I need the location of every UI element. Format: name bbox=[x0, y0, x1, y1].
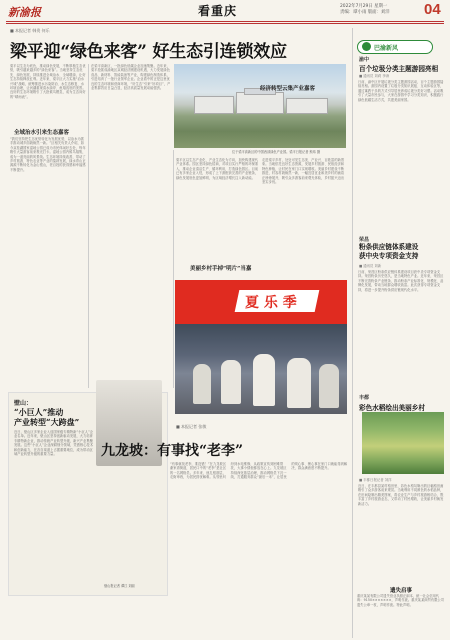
lead-subhead-3: 美丽乡村手掉“明片”当嘉 bbox=[190, 266, 252, 272]
notice-box bbox=[357, 586, 445, 636]
promo-banner-text: 夏 乐 季 bbox=[245, 295, 297, 311]
lead-col1-text: 梁平以生态为底色，推动绿色发展，不断厚植生态优势，吸引越来越多的“绿色来客”。当地坚持生态优先、绿色发展，持续推进全域治水、全域增绿，让好生态持续释放红利。近年来，梁平区大力实施“治水兴城”战略，统筹推进水污染防治、水生态修复、水环境治理，让河湖重现清水绿岸、鱼翔浅底的美景。良好的生态环境吸引了大批候鸟栖息，成为生态向好的“晴雨表”。 bbox=[10, 64, 86, 99]
section-title: 看重庆 bbox=[198, 4, 238, 18]
right-text-3: 近日，在丰都县某村稻田里，彩色水稻勾勒出的巨幅稻田画吸引了众多游客前来观赏。当地利用不同颜色的水稻品种，在田间绘制出精美图案，将农业生产与乡村旅游相结合，既丰富了乡村旅游业态，又带动了村民增收，让美丽乡村焕发新活力。 bbox=[358, 484, 444, 506]
sidebar-credit: 璧山报记者 谭江 刘丽 bbox=[104, 584, 135, 588]
lead-byline: ■ 本报记者 韩贵 何乐 bbox=[10, 28, 50, 33]
column-divider bbox=[88, 64, 89, 388]
notice-title: 遗失启事 bbox=[389, 588, 412, 594]
sidebar-label: 壁山： bbox=[14, 400, 33, 407]
promo-banner bbox=[175, 280, 347, 324]
rice-field-photo bbox=[362, 412, 444, 474]
story2-text: “有事就找老李，准没错！”在九龙坡区谢家湾街道，居民口中的“老李”是社区的一名网格员。多年来，他扎根基层，走街串巷，为居民排忧解难。从邻里纠纷到水电维修，从政策宣传到困难帮扶，大事小情他都放在心上。九龙坡区持续深化基层治理，推动网格员下沉一线，打通服务群众“最后一米”，让居民的烦心事、揪心事在家门口就能得到解决，群众满意度不断提升。 bbox=[170, 462, 348, 480]
lead-subhead-2: 经济转型云集产业嘉客 bbox=[260, 86, 316, 92]
lead-col2-text: 在梁平高新区，一批绿色低碳企业加速集聚。近年来，梁平抢抓成渝地区双城经济圈建设机遇，大力发展绿色食品、新材料、智能装备等产业，构建绿色制造体系，引进培育了一批行业领军企业。企业看中的正是这里优良的生态环境和营商环境，“好生态”引来“好项目”，产业集群效应日益凸显，经济高质量发展动能强劲。 bbox=[91, 64, 171, 91]
feature-tag: 巴渝新风 bbox=[357, 40, 433, 54]
newspaper-logo: 新渝报 bbox=[8, 6, 41, 19]
sidebar-headline: “小巨人”推动 产业转型“大跨盘” bbox=[14, 407, 80, 427]
region-yuzhong: 渝中 bbox=[359, 57, 370, 63]
header-rule-thin bbox=[6, 23, 444, 24]
photo-caption: 位于梁平高新区的中国西部绿色产业园。梁平日报记者 熊玮 摄 bbox=[232, 150, 321, 154]
sidebar-text: 近日，壁山区多家企业入选国家级专精特新“小巨人”企业名单。近年来，壁山区坚持创新驱动发展，大力培育专精特新企业，推动传统产业转型升级，新兴产业集聚发展。这些“小巨人”企业深耕细分领域，凭借核心技术和创新能力，在各自赛道上占据重要地位，成为带动区域产业转型升级的重要力量。 bbox=[14, 430, 94, 457]
story2-headline: 九龙坡：有事找“老李” bbox=[101, 443, 244, 459]
right-headline-2: 粉条供应链体系建设 获中央专项资金支持 bbox=[359, 243, 419, 260]
lead-col1b-text: “我们坚持把生态优势转化为发展优势，以治水为抓手推动城乡面貌焕然一新。”区相关负责人介绍，如今双桂湖国家湿地公园已成为市民休闲好去处，每年吸引大量游客前来观光打卡。湿地公园内候鸟翔集，成为一道亮丽的风景线。生态环境持续改善，带动了乡村旅游、特色农业等产业的蓬勃发展，绿水青山正源源不断转化为金山银山，老百姓的获得感和幸福感不断提升。 bbox=[10, 137, 86, 172]
column-divider bbox=[352, 28, 353, 638]
factory-workers-photo bbox=[175, 324, 347, 414]
issue-date: 2022年7月29日 星期一 责编：谭小雨 版面：刘洋 bbox=[340, 4, 390, 15]
right-byline-3: ■ 丰都日报记者 刘洋 bbox=[359, 478, 392, 482]
lead-col4-text: 走进梁平乡村，处处可见生态美、产业兴、百姓富的新景象。当地依托良好生态资源，发展乡村旅游、民宿经济和特色种植，让村民在家门口实现增收。美丽乡村建设不断推进，村容村貌焕然一新，一幅宜居宜业和美乡村的画卷正徐徐展开，吸引众多游客前来观光体验，乡村振兴迈出坚实步伐。 bbox=[262, 158, 345, 185]
right-headline-3: 彩色水稻绘出美丽乡村 bbox=[359, 404, 425, 412]
region-fengdu: 丰都 bbox=[359, 395, 370, 401]
column-divider bbox=[173, 150, 174, 388]
right-text-2: 日前，荣昌区粉条供应链体系建设项目获中央专项资金支持。荣昌粉条历史悠久，是当地特色产业。近年来，荣昌区不断完善粉条产业链条，推动粉条产业标准化、规模化、品牌化发展，带动当地群众增收致富。此次获得专项资金支持，将进一步提升粉条供应链现代化水平。 bbox=[358, 270, 444, 292]
story2-byline: ■ 本报记者 张敏 bbox=[176, 424, 207, 429]
page-number: 04 bbox=[424, 1, 441, 18]
header-rule bbox=[6, 21, 444, 22]
right-text-1: 日前，渝中区开展垃圾分类主题游园活动，百个主题游园陆续亮相。游园内设置了垃圾分类知识展板、互动体验区等，通过寓教于乐的方式引导居民养成垃圾分类好习惯。活动吸引了大量市民参与，大家在游园中学习分类知识，积极践行绿色低碳生活方式，共建美丽家园。 bbox=[358, 80, 444, 102]
lead-col3-text: 梁平区以生态产业化、产业生态化为方向，加快构建现代产业体系。园区坚持绿色招商，对项目实行严格的环保准入，推动企业清洁生产、循环利用，打造绿色园区。目前已有多家企业入驻，形成了上下游配套完善的产业链条，绿色发展底色更加鲜明，为区域经济增长注入新动能。 bbox=[176, 158, 259, 180]
right-headline-1: 百个垃圾分类主题游园亮相 bbox=[359, 65, 439, 73]
right-byline-2: ■ 通讯员 刘新 bbox=[359, 264, 382, 268]
industrial-park-photo bbox=[174, 64, 346, 148]
lead-subhead-1: 全域治水引来生态嘉客 bbox=[14, 130, 70, 136]
right-byline-1: ■ 通讯员 刘莉 李涛 bbox=[359, 74, 390, 78]
region-rongchang: 荣昌 bbox=[359, 237, 370, 243]
notice-text: 重庆某某有限公司遗失营业执照正副本，统一社会信用代码：9150×××××××，声明作废。重庆某某商贸有限公司遗失公章一枚，声明作废。特此声明。 bbox=[357, 594, 445, 607]
lead-headline: 梁平迎“绿色来客” 好生态引连锁效应 bbox=[10, 42, 287, 62]
